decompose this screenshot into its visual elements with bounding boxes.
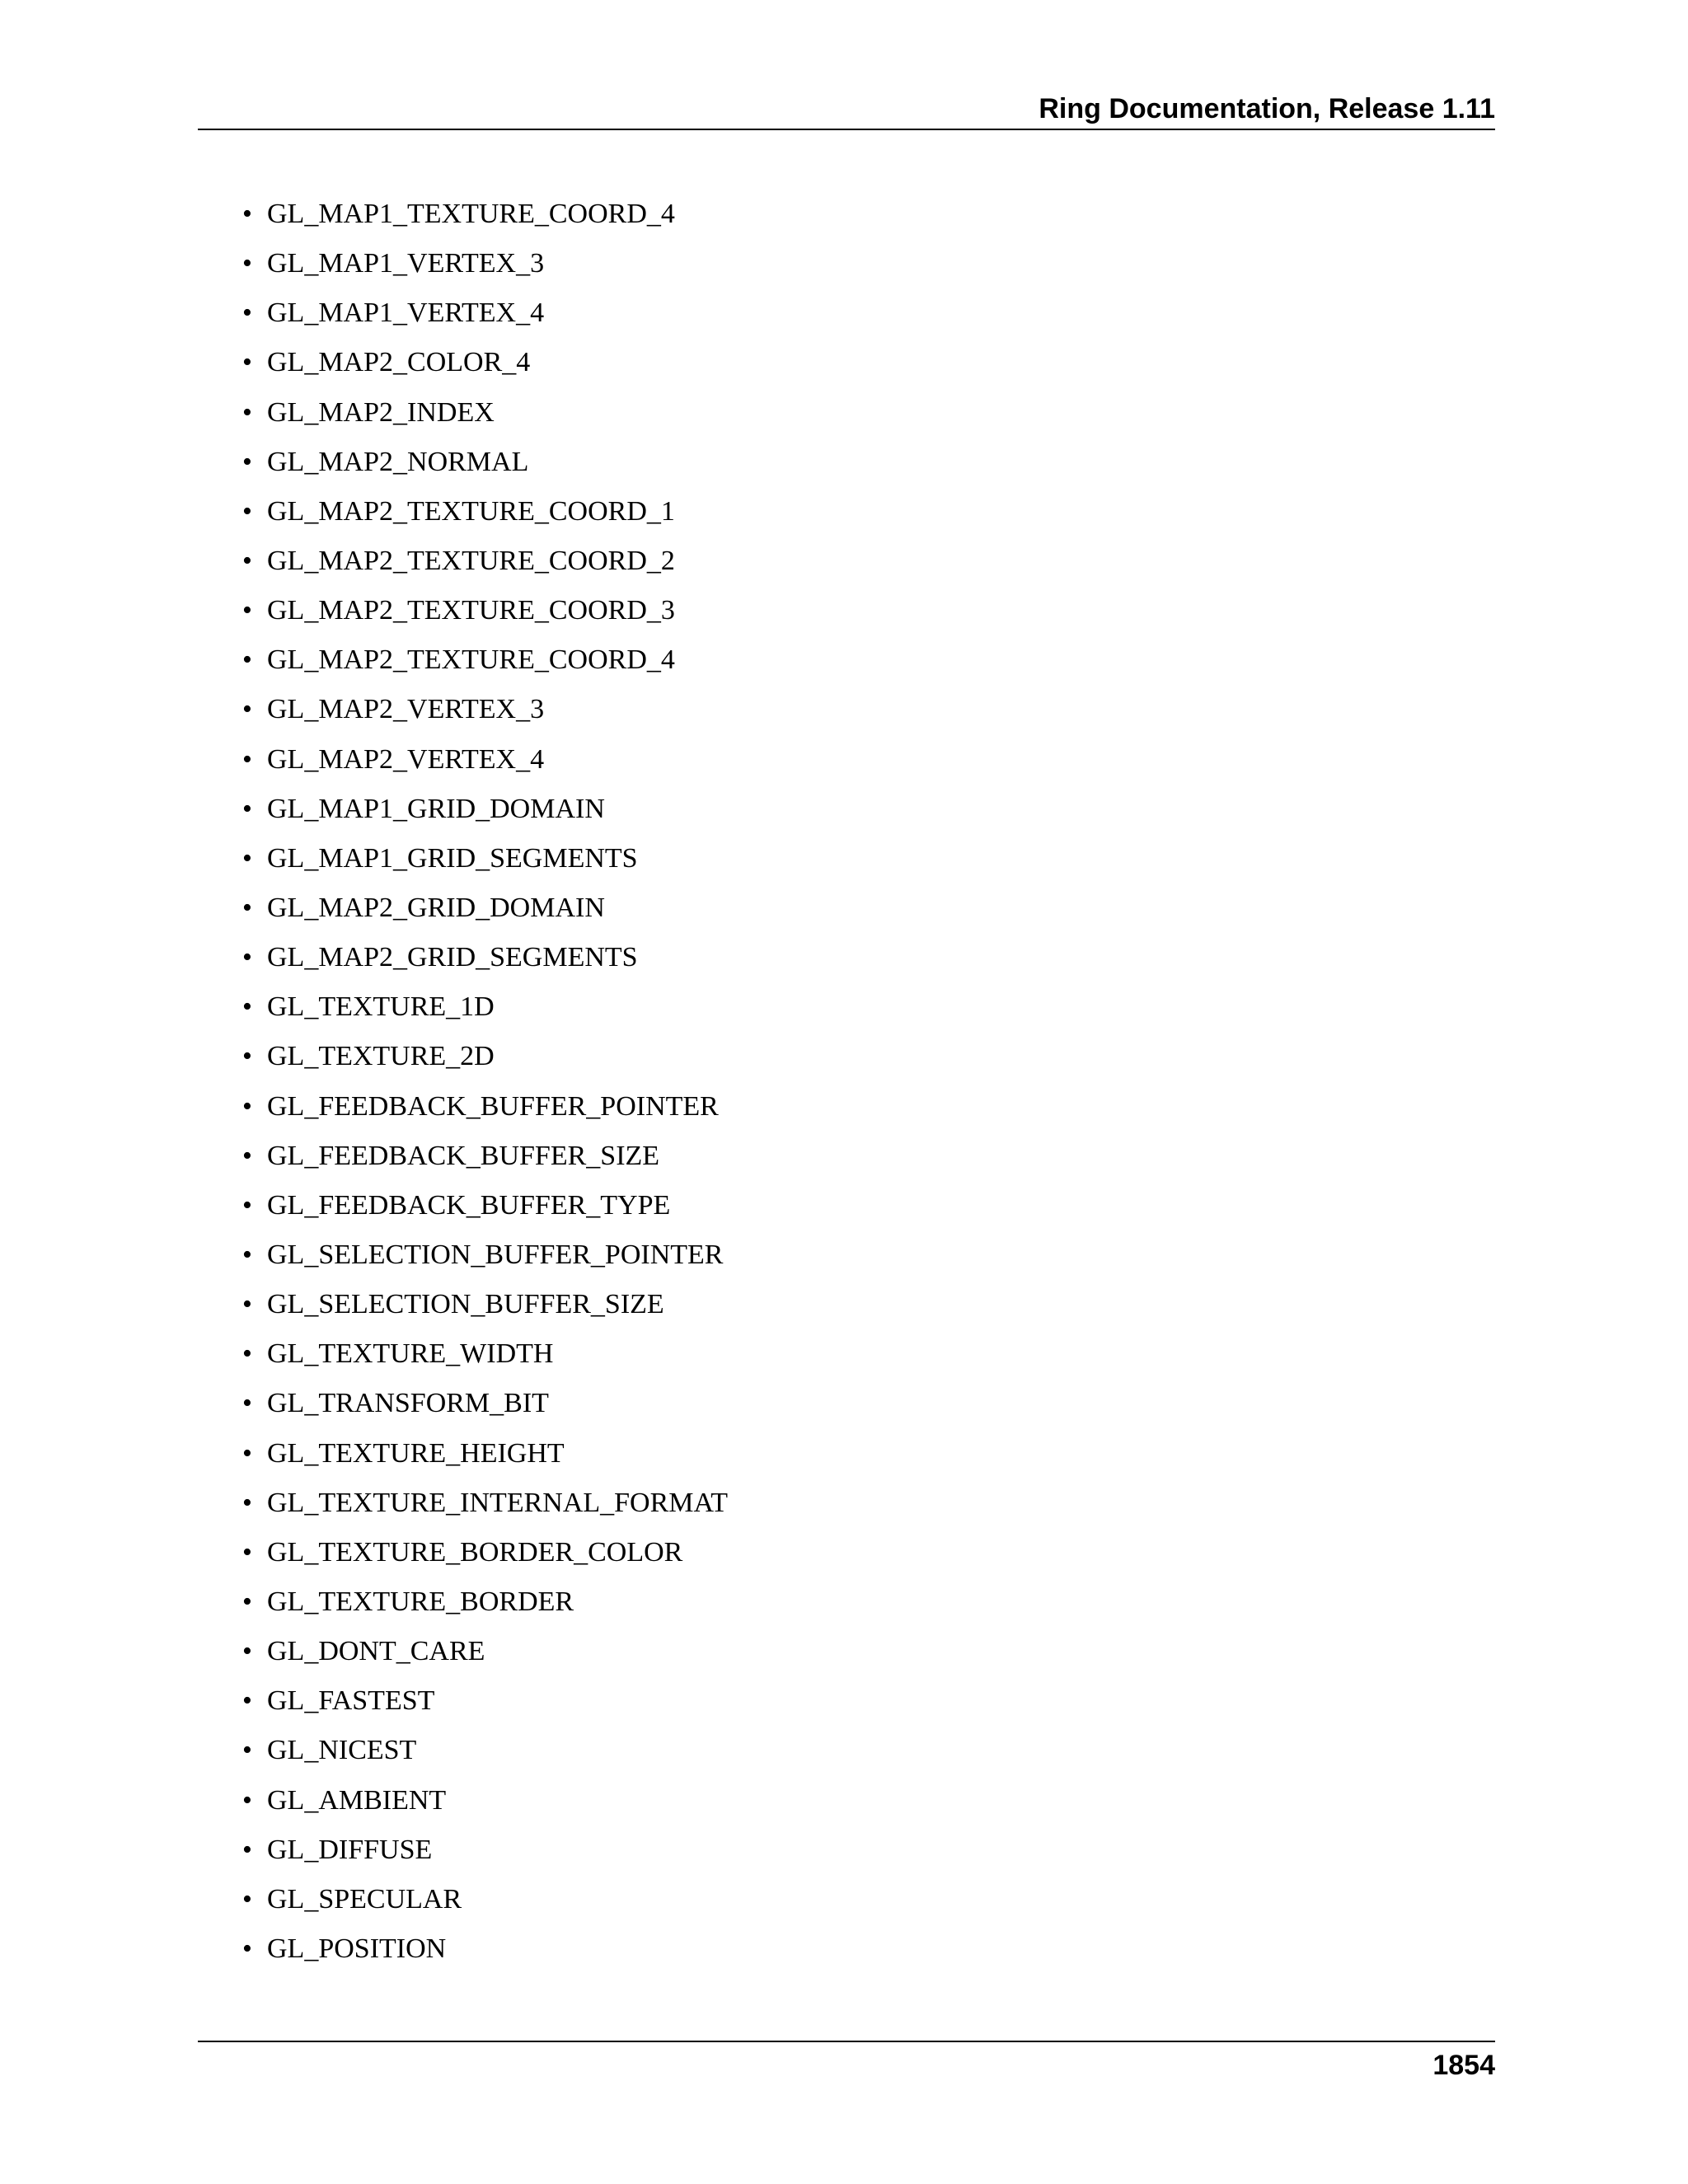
list-item — [239, 1186, 728, 1235]
bullet-icon: • — [242, 347, 252, 378]
list-item — [239, 1880, 728, 1929]
bullet-icon: • — [242, 1586, 252, 1617]
list-item — [239, 541, 728, 591]
bullet-icon: • — [242, 1239, 252, 1270]
constant-name: GL_MAP2_TEXTURE_COORD_2 — [267, 545, 675, 576]
bullet-icon: • — [242, 743, 252, 775]
constant-name: GL_MAP2_TEXTURE_COORD_4 — [267, 644, 675, 676]
constant-name: GL_TEXTURE_1D — [267, 991, 495, 1023]
bullet-icon: • — [242, 1338, 252, 1370]
bullet-icon: • — [242, 1883, 252, 1915]
bullet-icon: • — [242, 1041, 252, 1072]
bullet-icon: • — [242, 842, 252, 874]
header-divider — [198, 129, 1495, 130]
bullet-icon: • — [242, 793, 252, 824]
bullet-icon: • — [242, 1090, 252, 1122]
list-item — [239, 244, 728, 293]
constant-name: GL_MAP1_GRID_DOMAIN — [267, 793, 605, 824]
constant-name: GL_SELECTION_BUFFER_SIZE — [267, 1289, 664, 1320]
list-item — [239, 1235, 728, 1285]
bullet-icon: • — [242, 396, 252, 428]
bullet-icon: • — [242, 1189, 252, 1221]
bullet-icon: • — [242, 446, 252, 477]
constant-name: GL_FEEDBACK_BUFFER_SIZE — [267, 1140, 660, 1171]
constant-name: GL_FEEDBACK_BUFFER_POINTER — [267, 1090, 719, 1122]
bullet-icon: • — [242, 1437, 252, 1469]
list-item — [239, 1334, 728, 1384]
bullet-icon: • — [242, 1685, 252, 1717]
constant-name: GL_AMBIENT — [267, 1784, 447, 1816]
list-item — [239, 1533, 728, 1582]
list-item — [239, 1037, 728, 1086]
bullet-icon: • — [242, 644, 252, 676]
list-item — [239, 1781, 728, 1830]
list-item — [239, 1384, 728, 1433]
list-item — [239, 194, 728, 244]
bullet-icon: • — [242, 892, 252, 923]
constant-name: GL_MAP2_VERTEX_4 — [267, 743, 545, 775]
footer-divider — [198, 2041, 1495, 2042]
bullet-icon: • — [242, 1289, 252, 1320]
constant-name: GL_MAP1_GRID_SEGMENTS — [267, 842, 638, 874]
list-item — [239, 640, 728, 690]
constant-name: GL_MAP2_NORMAL — [267, 446, 529, 477]
constant-name: GL_DIFFUSE — [267, 1834, 433, 1865]
constant-name: GL_FASTEST — [267, 1685, 435, 1717]
constant-name: GL_TEXTURE_BORDER_COLOR — [267, 1536, 683, 1568]
list-item — [239, 1285, 728, 1334]
constant-name: GL_MAP2_INDEX — [267, 396, 495, 428]
bullet-icon: • — [242, 298, 252, 329]
constant-name: GL_TEXTURE_BORDER — [267, 1586, 574, 1617]
constant-name: GL_MAP2_TEXTURE_COORD_1 — [267, 495, 675, 527]
bullet-icon: • — [242, 1933, 252, 1964]
constant-list — [239, 194, 728, 1979]
list-item — [239, 987, 728, 1037]
running-header-title: Ring Documentation, Release 1.11 — [1039, 93, 1495, 124]
list-item — [239, 1434, 728, 1483]
list-item — [239, 839, 728, 888]
list-item — [239, 790, 728, 839]
bullet-icon: • — [242, 1536, 252, 1568]
constant-name: GL_MAP1_VERTEX_4 — [267, 298, 545, 329]
bullet-icon: • — [242, 991, 252, 1023]
bullet-icon: • — [242, 1487, 252, 1518]
list-item — [239, 1830, 728, 1880]
list-item — [239, 1087, 728, 1137]
constant-name: GL_TRANSFORM_BIT — [267, 1388, 549, 1419]
constant-name: GL_MAP2_VERTEX_3 — [267, 694, 545, 725]
list-item — [239, 591, 728, 640]
list-item — [239, 938, 728, 987]
constant-name: GL_MAP2_GRID_SEGMENTS — [267, 942, 638, 973]
list-item — [239, 888, 728, 938]
constant-name: GL_DONT_CARE — [267, 1636, 485, 1667]
bullet-icon: • — [242, 694, 252, 725]
list-item — [239, 1731, 728, 1780]
constant-name: GL_MAP2_COLOR_4 — [267, 347, 531, 378]
bullet-icon: • — [242, 1735, 252, 1766]
constant-name: GL_POSITION — [267, 1933, 447, 1964]
bullet-icon: • — [242, 1636, 252, 1667]
constant-name: GL_TEXTURE_HEIGHT — [267, 1437, 565, 1469]
list-item — [239, 1483, 728, 1533]
constant-name: GL_MAP1_TEXTURE_COORD_4 — [267, 199, 675, 229]
bullet-icon: • — [242, 495, 252, 527]
bullet-icon: • — [242, 595, 252, 626]
page-number: 1854 — [1432, 2050, 1495, 2081]
constant-name: GL_TEXTURE_WIDTH — [267, 1338, 554, 1370]
constant-name: GL_SPECULAR — [267, 1883, 462, 1915]
constant-name: GL_NICEST — [267, 1735, 417, 1766]
list-item — [239, 1137, 728, 1186]
bullet-icon: • — [242, 1834, 252, 1865]
bullet-icon: • — [242, 248, 252, 279]
list-item — [239, 443, 728, 492]
bullet-icon: • — [242, 199, 252, 229]
constant-name: GL_TEXTURE_INTERNAL_FORMAT — [267, 1487, 729, 1518]
constant-name: GL_TEXTURE_2D — [267, 1041, 495, 1072]
bullet-icon: • — [242, 1140, 252, 1171]
constant-name: GL_MAP2_TEXTURE_COORD_3 — [267, 595, 675, 626]
constant-name: GL_MAP2_GRID_DOMAIN — [267, 892, 605, 923]
list-item — [239, 740, 728, 790]
list-item — [239, 1582, 728, 1632]
list-item — [239, 1929, 728, 1979]
bullet-icon: • — [242, 545, 252, 576]
bullet-icon: • — [242, 1784, 252, 1816]
bullet-icon: • — [242, 1388, 252, 1419]
list-item — [239, 690, 728, 739]
list-item — [239, 293, 728, 343]
list-item — [239, 1632, 728, 1681]
list-item — [239, 492, 728, 541]
constant-name: GL_MAP1_VERTEX_3 — [267, 248, 545, 279]
constant-name: GL_SELECTION_BUFFER_POINTER — [267, 1239, 724, 1270]
list-item — [239, 343, 728, 392]
bullet-icon: • — [242, 942, 252, 973]
constant-name: GL_FEEDBACK_BUFFER_TYPE — [267, 1189, 671, 1221]
list-item — [239, 393, 728, 443]
list-item — [239, 1681, 728, 1731]
